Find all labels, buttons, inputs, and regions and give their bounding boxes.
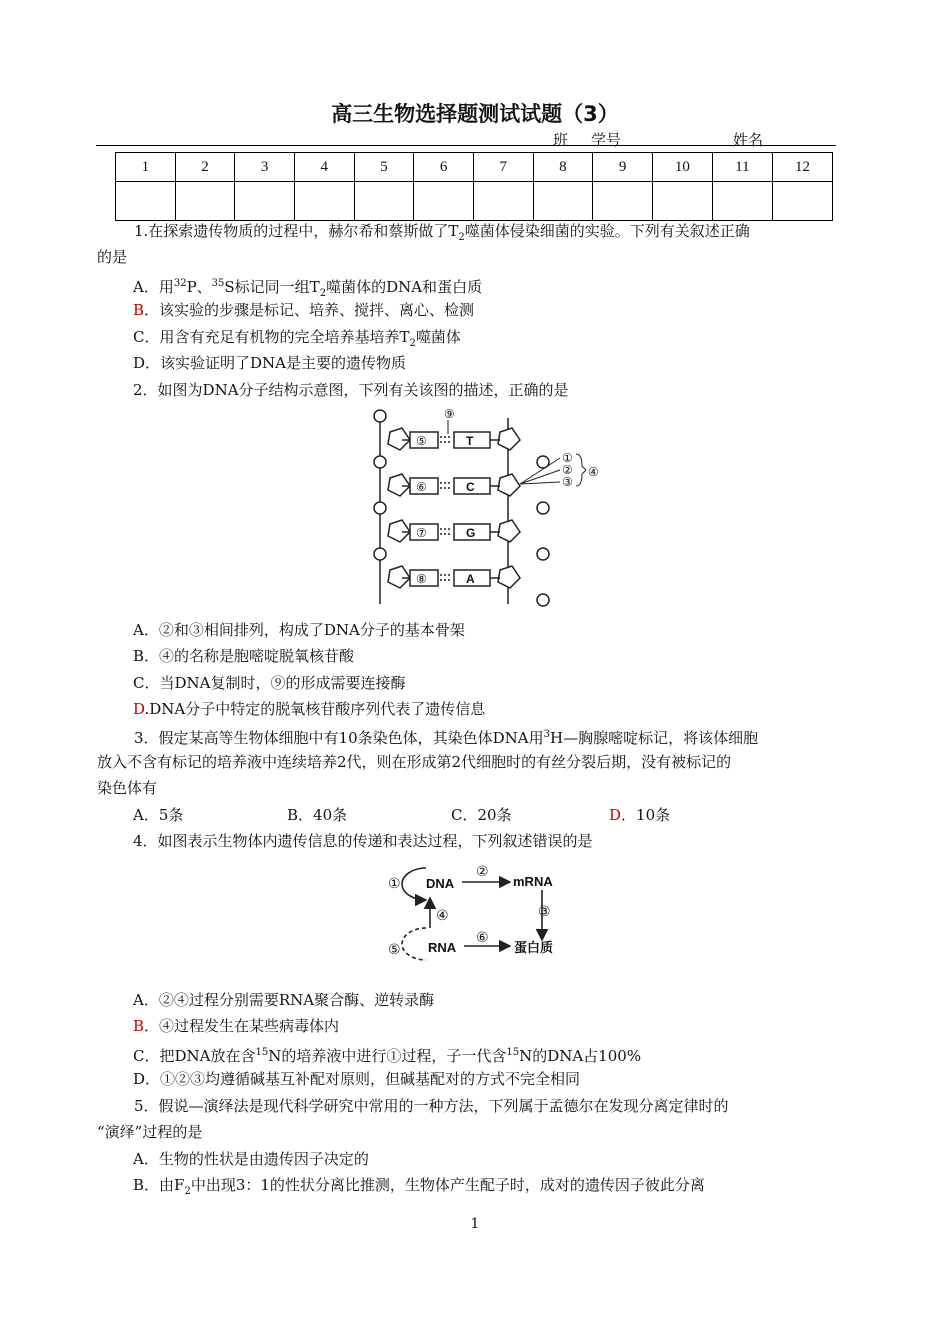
answer-table-number: 11 (712, 153, 772, 182)
deoxyribose-sugar (498, 474, 520, 496)
dna-structure-diagram (340, 404, 610, 610)
label-9: ⑨ (444, 407, 455, 421)
deoxyribose-sugar (388, 520, 410, 542)
q2-option-a[interactable]: A．②和③相间排列，构成了DNA分子的基本骨架 (133, 621, 465, 639)
q3-stem: 3．假定某高等生物体细胞中有10条染色体，其染色体DNA用$^3$H—胸腺嘧啶标记，将该体细胞 (134, 729, 759, 747)
q4-option-c[interactable]: C．把DNA放在含$^{15}$N的培养液中进行①过程，子一代含$^{15}$N的DNA占100% (133, 1047, 642, 1065)
q4-stem: 4．如图表示生物体内遗传信息的传递和表达过程，下列叙述错误的是 (133, 832, 593, 850)
answer-cell[interactable] (175, 182, 235, 221)
q3-option-b[interactable]: B．40条 (287, 806, 348, 824)
q1-option-a[interactable]: A．用$^{32}$P、$^{35}$S标记同一组$T_2$噬菌体的DNA和蛋白质 (133, 278, 483, 299)
answer-cell[interactable] (772, 182, 832, 221)
answer-table-number: 10 (652, 153, 712, 182)
answer-cell[interactable] (533, 182, 593, 221)
process-1-label: ① (388, 875, 401, 891)
q2-option-c[interactable]: C．当DNA复制时，⑨的形成需要连接酶 (133, 674, 406, 692)
base-letter: C (466, 480, 475, 494)
answer-table-number: 9 (593, 153, 653, 182)
base-number-label: ⑦ (416, 526, 427, 540)
process-3-label: ③ (538, 903, 551, 919)
q1-option-d[interactable]: D．该实验证明了DNA是主要的遗传物质 (133, 354, 407, 372)
phosphate-circle (537, 594, 549, 606)
phosphate-circle (537, 502, 549, 514)
q1-option-c[interactable]: C．用含有充足有机物的完全培养基培养$T_2$噬菌体 (133, 328, 461, 349)
answer-table-number: 5 (354, 153, 414, 182)
class-label: 班 (553, 131, 569, 149)
answer-cell[interactable] (712, 182, 772, 221)
mrna-node: mRNA (513, 874, 553, 889)
dna-node: DNA (426, 876, 455, 891)
answer-cell[interactable] (414, 182, 474, 221)
protein-node: 蛋白质 (514, 940, 554, 955)
phosphate-circle (374, 410, 386, 422)
q3-stem-line2: 放入不含有标记的培养液中连续培养2代，则在形成第2代细胞时的有丝分裂后期，没有被标记的 (97, 753, 732, 771)
phosphate-circle (374, 502, 386, 514)
process-5-label: ⑤ (388, 941, 401, 957)
answer-cell[interactable] (116, 182, 176, 221)
name-label: 姓名 (733, 131, 764, 149)
right-label: ② (562, 463, 573, 477)
q3-option-c[interactable]: C．20条 (451, 806, 512, 824)
q4-option-b[interactable]: B．④过程发生在某些病毒体内 (133, 1017, 340, 1035)
information-flow-diagram (382, 858, 572, 968)
q1-stem-cont: 的是 (97, 248, 128, 266)
q1-option-b[interactable]: B．该实验的步骤是标记、培养、搅拌、离心、检测 (133, 301, 475, 319)
process-6-label: ⑥ (476, 929, 489, 945)
phosphate-circle (374, 456, 386, 468)
base-letter: G (466, 526, 476, 540)
answer-table-number: 2 (175, 153, 235, 182)
header-divider (96, 145, 836, 146)
q5-option-b[interactable]: B．由$F_2$中出现3：1的性状分离比推测，生物体产生配子时，成对的遗传因子彼此分离 (133, 1176, 705, 1197)
rna-node: RNA (428, 940, 457, 955)
deoxyribose-sugar (498, 520, 520, 542)
q1-stem: 1.在探索遗传物质的过程中，赫尔希和蔡斯做了$T_2$噬菌体侵染细菌的实验。下列有关叙述正确 (134, 222, 750, 243)
student-id-label: 学号 (591, 131, 622, 149)
q2-option-d[interactable]: D.DNA分子中特定的脱氧核苷酸序列代表了遗传信息 (133, 700, 486, 718)
base-letter: T (466, 434, 474, 448)
page-title: 高三生物选择题测试试题（3） (331, 102, 619, 126)
q3-stem-line3: 染色体有 (97, 779, 158, 797)
process-4-label: ④ (436, 907, 449, 923)
answer-table (115, 152, 833, 221)
brace (576, 454, 586, 486)
right-label: ① (562, 451, 573, 465)
deoxyribose-sugar (388, 428, 410, 450)
q4-option-d[interactable]: D．①②③均遵循碱基互补配对原则，但碱基配对的方式不完全相同 (133, 1070, 581, 1088)
answer-cell[interactable] (294, 182, 354, 221)
answer-table-number: 12 (772, 153, 832, 182)
deoxyribose-sugar (498, 428, 520, 450)
q2-stem: 2．如图为DNA分子结构示意图，下列有关该图的描述，正确的是 (133, 381, 569, 399)
base-number-label: ⑧ (416, 572, 427, 586)
label-4: ④ (588, 465, 599, 479)
base-number-label: ⑥ (416, 480, 427, 494)
deoxyribose-sugar (388, 474, 410, 496)
answer-table-number: 8 (533, 153, 593, 182)
answer-cell[interactable] (652, 182, 712, 221)
answer-table-number: 6 (414, 153, 474, 182)
answer-table-number: 1 (116, 153, 176, 182)
q3-option-a[interactable]: A．5条 (133, 806, 184, 824)
answer-table-number: 4 (294, 153, 354, 182)
deoxyribose-sugar (498, 566, 520, 588)
answer-table-number: 3 (235, 153, 295, 182)
page-number: 1 (470, 1216, 480, 1232)
answer-cell[interactable] (354, 182, 414, 221)
q3-option-d[interactable]: D．10条 (609, 806, 671, 824)
answer-table-number: 7 (473, 153, 533, 182)
base-number-label: ⑤ (416, 434, 427, 448)
q5-stem: 5．假说—演绎法是现代科学研究中常用的一种方法，下列属于孟德尔在发现分离定律时的 (134, 1097, 729, 1115)
answer-cell[interactable] (235, 182, 295, 221)
base-letter: A (466, 572, 475, 586)
phosphate-circle (537, 548, 549, 560)
phosphate-circle (374, 548, 386, 560)
q5-option-a[interactable]: A．生物的性状是由遗传因子决定的 (133, 1150, 369, 1168)
right-label: ③ (562, 475, 573, 489)
deoxyribose-sugar (388, 566, 410, 588)
q5-stem-line2: “演绎”过程的是 (97, 1123, 203, 1141)
q4-option-a[interactable]: A．②④过程分别需要RNA聚合酶、逆转录酶 (133, 991, 435, 1009)
answer-cell[interactable] (593, 182, 653, 221)
process-2-label: ② (476, 863, 489, 879)
answer-cell[interactable] (473, 182, 533, 221)
q2-option-b[interactable]: B．④的名称是胞嘧啶脱氧核苷酸 (133, 647, 355, 665)
